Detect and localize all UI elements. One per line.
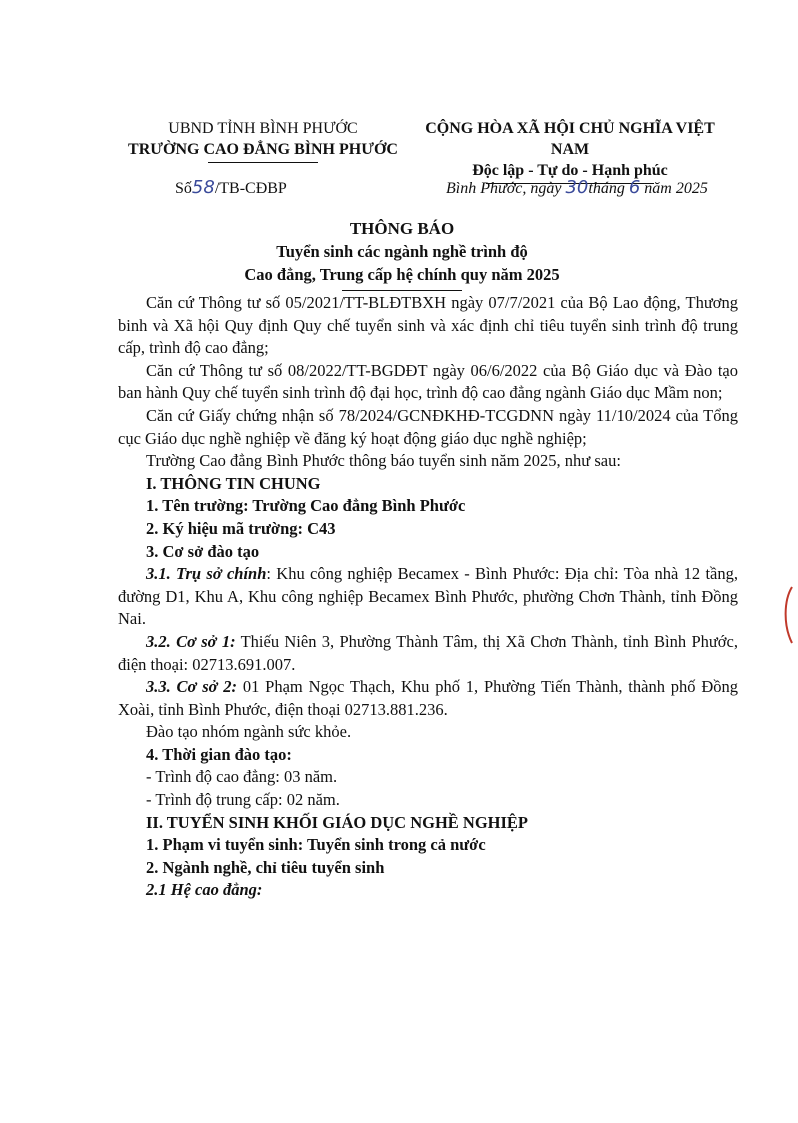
issuer-underline	[208, 162, 318, 163]
title-subtitle-2: Cao đẳng, Trung cấp hệ chính quy năm 2025	[244, 265, 560, 284]
admission-scope: 1. Phạm vi tuyển sinh: Tuyển sinh trong cả nước	[146, 835, 486, 855]
campus-main-label: 3.1. Trụ sở chính	[146, 564, 267, 584]
campus-heading: 3. Cơ sở đào tạo	[146, 541, 260, 561]
legal-basis-2: Căn cứ Thông tư số 08/2022/TT-BGDĐT ngày 06/6/2022 của Bộ Giáo dục và Đào tạo ban hành Quy chế tuyển sinh trình độ đại học, trình độ cao đẳng ngành Giáo dục Mầm non;	[118, 360, 738, 403]
document-body	[118, 292, 738, 902]
national-header	[405, 118, 735, 184]
campus-2-text: 01 Phạm Ngọc Thạch, Khu phố 1, Phường Tiến Thành, thành phố Đồng Xoài, tỉnh Bình Phước, điện thoại 02713.881.236.	[118, 677, 738, 719]
document-title	[118, 217, 686, 291]
title-subtitle-1: Tuyển sinh các ngành nghề trình độ	[276, 242, 528, 261]
section-1-heading: I. THÔNG TIN CHUNG	[146, 473, 321, 493]
school-code-item: 2. Ký hiệu mã trường: C43	[146, 518, 336, 538]
campus-2	[118, 676, 738, 721]
national-motto: Độc lập - Tự do - Hạnh phúc	[472, 162, 668, 179]
issuer-header	[128, 118, 398, 163]
college-level-heading: 2.1 Hệ cao đẳng:	[146, 880, 263, 900]
date-text-1: Bình Phước, ngày	[446, 180, 566, 197]
campus-1-label: 3.2. Cơ sở 1:	[146, 631, 236, 651]
date-text-2: tháng	[588, 180, 629, 197]
title-underline	[342, 290, 462, 291]
campus-2-note: Đào tạo nhóm ngành sức khỏe.	[146, 722, 352, 742]
seal-edge-mark	[780, 585, 794, 645]
programs-quota-heading: 2. Ngành nghề, chỉ tiêu tuyển sinh	[146, 857, 385, 877]
campus-1	[118, 631, 738, 676]
handwritten-number: 58	[191, 177, 215, 198]
handwritten-month: 6	[628, 177, 641, 198]
campus-main	[118, 563, 738, 631]
campus-2-label: 3.3. Cơ sở 2:	[146, 677, 238, 697]
date-text-3: năm 2025	[640, 180, 708, 197]
legal-basis-3: Căn cứ Giấy chứng nhận số 78/2024/GCNĐKHĐ-TCGDNN ngày 11/10/2024 của Tổng cục Giáo dục nghề nghiệp về đăng ký hoạt động giáo dục nghề nghiệp;	[118, 405, 738, 448]
training-duration-heading: 4. Thời gian đào tạo:	[146, 744, 292, 764]
number-suffix: /TB-CĐBP	[214, 180, 287, 197]
document-date	[446, 177, 708, 198]
intro-paragraph: Trường Cao đẳng Bình Phước thông báo tuyển sinh năm 2025, như sau:	[146, 451, 621, 471]
legal-basis-1: Căn cứ Thông tư số 05/2021/TT-BLĐTBXH ngày 07/7/2021 của Bộ Lao động, Thương binh và Xã hội Quy định Quy chế tuyển sinh và xác định chỉ tiêu tuyển sinh trình độ trung cấp, trình độ cao đẳng;	[118, 293, 738, 358]
document-number	[175, 177, 287, 198]
issuer-authority: UBND TỈNH BÌNH PHƯỚC	[168, 120, 358, 137]
national-title: CỘNG HÒA XÃ HỘI CHỦ NGHĨA VIỆT NAM	[425, 120, 715, 158]
number-prefix: Số	[175, 180, 192, 197]
duration-college: - Trình độ cao đẳng: 03 năm.	[146, 767, 338, 787]
duration-intermediate: - Trình độ trung cấp: 02 năm.	[146, 790, 340, 810]
campus-main-text: : Khu công nghiệp Becamex - Bình Phước: Địa chỉ: Tòa nhà 12 tầng, đường D1, Khu A, Khu công nghiệp Becamex Bình Phước, phường Chơn Thành, tỉnh Đồng Nai.	[118, 564, 738, 629]
issuer-name: TRƯỜNG CAO ĐẲNG BÌNH PHƯỚC	[128, 141, 398, 158]
campus-1-text: Thiếu Niên 3, Phường Thành Tâm, thị Xã Chơn Thành, tỉnh Bình Phước, điện thoại: 02713.691.007.	[118, 631, 738, 674]
handwritten-day: 30	[565, 177, 589, 198]
school-name-item: 1. Tên trường: Trường Cao đẳng Bình Phước	[146, 496, 466, 516]
section-2-heading: II. TUYỂN SINH KHỐI GIÁO DỤC NGHỀ NGHIỆP	[146, 812, 529, 832]
title-main: THÔNG BÁO	[349, 219, 455, 238]
